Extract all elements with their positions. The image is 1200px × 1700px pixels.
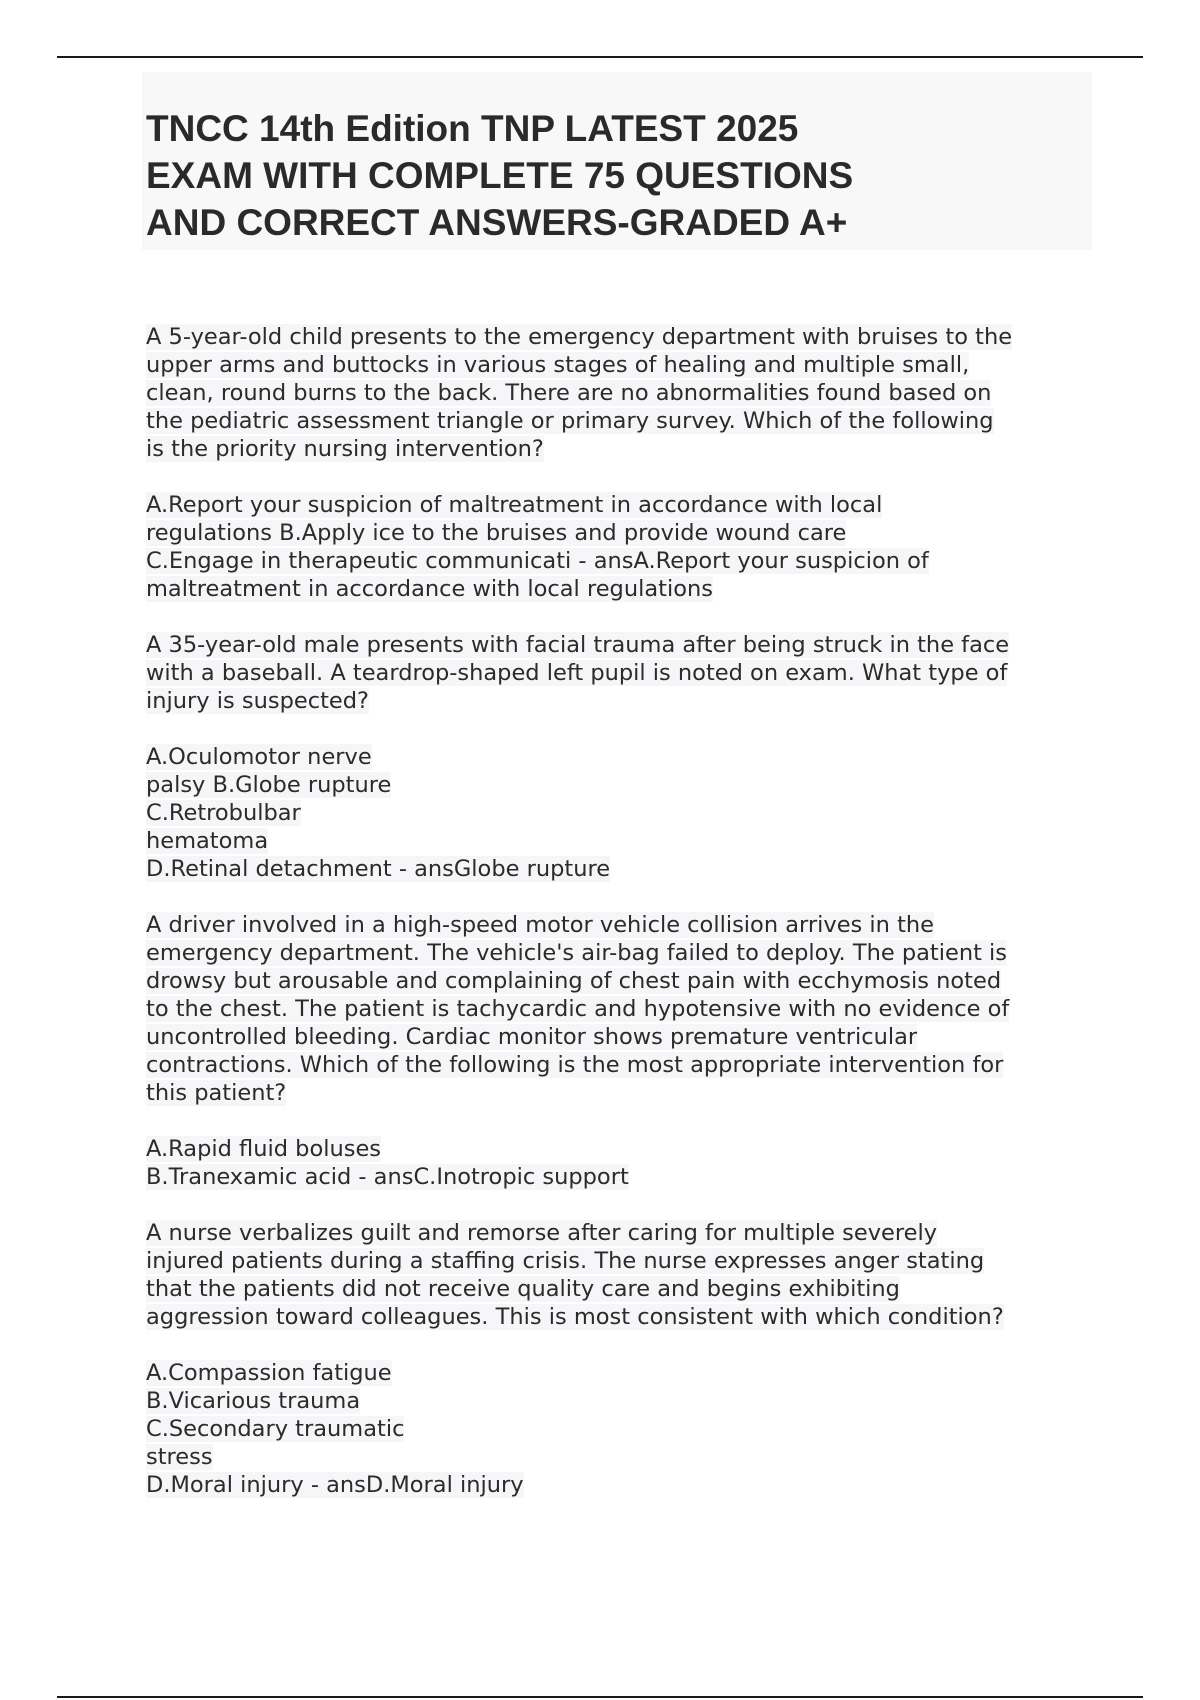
text-line: [146, 995, 1106, 1023]
text-line-content: A.Report your suspicion of maltreatment in accordance with local: [146, 492, 883, 518]
text-line-content: C.Engage in therapeutic communicati - ansA.Report your suspicion of: [146, 548, 929, 574]
text-line: [146, 1443, 1106, 1471]
text-line-content: D.Retinal detachment - ansGlobe rupture: [146, 856, 611, 882]
text-line: [146, 1079, 1106, 1107]
text-line: [146, 1247, 1106, 1275]
text-line-content: stress: [146, 1444, 213, 1470]
text-line-content: aggression toward colleagues. This is most consistent with which condition?: [146, 1304, 1004, 1330]
text-line: [146, 379, 1106, 407]
text-line-content: C.Retrobulbar: [146, 800, 301, 826]
text-line: [146, 967, 1106, 995]
text-line-content: uncontrolled bleeding. Cardiac monitor shows premature ventricular: [146, 1024, 918, 1050]
text-line-content: regulations B.Apply ice to the bruises and provide wound care: [146, 520, 847, 546]
text-line: [146, 827, 1106, 855]
document-title: [142, 72, 1092, 250]
text-line: [146, 519, 1106, 547]
title-line: AND CORRECT ANSWERS-GRADED A+: [146, 202, 848, 243]
text-line: [146, 1471, 1106, 1499]
question-paragraph: [146, 911, 1106, 1107]
text-line-content: maltreatment in accordance with local regulations: [146, 576, 713, 602]
text-line: [146, 771, 1106, 799]
text-line: [146, 1219, 1106, 1247]
question-paragraph: [146, 1219, 1106, 1331]
text-line: [146, 1023, 1106, 1051]
text-line-content: injured patients during a staffing crisis. The nurse expresses anger stating: [146, 1248, 985, 1274]
text-line-content: drowsy but arousable and complaining of chest pain with ecchymosis noted: [146, 968, 1002, 994]
answer-paragraph: [146, 491, 1106, 603]
text-line: [146, 575, 1106, 603]
question-paragraph: [146, 323, 1106, 463]
text-line-content: injury is suspected?: [146, 688, 369, 714]
text-line-content: A.Oculomotor nerve: [146, 744, 372, 770]
bottom-rule: [57, 1696, 1143, 1698]
text-line-content: A 5-year-old child presents to the emergency department with bruises to the: [146, 324, 1013, 350]
text-line: [146, 1387, 1106, 1415]
text-line: [146, 1415, 1106, 1443]
text-line: [146, 1135, 1106, 1163]
text-line-content: D.Moral injury - ansD.Moral injury: [146, 1472, 524, 1498]
text-line-content: A.Compassion fatigue: [146, 1360, 392, 1386]
text-line-content: the pediatric assessment triangle or primary survey. Which of the following: [146, 408, 994, 434]
text-line-content: is the priority nursing intervention?: [146, 436, 544, 462]
text-line: [146, 351, 1106, 379]
text-line-content: B.Vicarious trauma: [146, 1388, 361, 1414]
text-line-content: A.Rapid fluid boluses: [146, 1136, 382, 1162]
text-line: [146, 323, 1106, 351]
text-line: [146, 659, 1106, 687]
text-line-content: A nurse verbalizes guilt and remorse after caring for multiple severely: [146, 1220, 938, 1246]
text-line: [146, 799, 1106, 827]
text-line-content: emergency department. The vehicle's air-bag failed to deploy. The patient is: [146, 940, 1008, 966]
text-line-content: A driver involved in a high-speed motor vehicle collision arrives in the: [146, 912, 934, 938]
document-body: [146, 323, 1106, 1527]
text-line-content: contractions. Which of the following is the most appropriate intervention for: [146, 1052, 1004, 1078]
question-paragraph: [146, 631, 1106, 715]
answer-paragraph: [146, 1135, 1106, 1191]
text-line-content: with a baseball. A teardrop-shaped left pupil is noted on exam. What type of: [146, 660, 1008, 686]
text-line: [146, 1051, 1106, 1079]
text-line: [146, 631, 1106, 659]
text-line: [146, 687, 1106, 715]
answer-paragraph: [146, 1359, 1106, 1499]
answer-paragraph: [146, 743, 1106, 883]
text-line: [146, 1359, 1106, 1387]
text-line: [146, 407, 1106, 435]
text-line-content: palsy B.Globe rupture: [146, 772, 392, 798]
text-line-content: hematoma: [146, 828, 269, 854]
text-line-content: this patient?: [146, 1080, 287, 1106]
text-line: [146, 1275, 1106, 1303]
text-line-content: C.Secondary traumatic: [146, 1416, 405, 1442]
text-line: [146, 491, 1106, 519]
text-line: [146, 743, 1106, 771]
text-line-content: B.Tranexamic acid - ansC.Inotropic support: [146, 1164, 629, 1190]
text-line: [146, 855, 1106, 883]
text-line: [146, 1163, 1106, 1191]
text-line: [146, 911, 1106, 939]
text-line: [146, 1303, 1106, 1331]
text-line-content: that the patients did not receive quality care and begins exhibiting: [146, 1276, 900, 1302]
top-rule: [57, 56, 1143, 58]
text-line-content: to the chest. The patient is tachycardic and hypotensive with no evidence of: [146, 996, 1010, 1022]
text-line: [146, 435, 1106, 463]
text-line: [146, 547, 1106, 575]
text-line: [146, 939, 1106, 967]
text-line-content: upper arms and buttocks in various stages of healing and multiple small,: [146, 352, 970, 378]
title-line: TNCC 14th Edition TNP LATEST 2025: [146, 108, 799, 149]
title-line: EXAM WITH COMPLETE 75 QUESTIONS: [146, 155, 854, 196]
text-line-content: A 35-year-old male presents with facial trauma after being struck in the face: [146, 632, 1010, 658]
text-line-content: clean, round burns to the back. There are no abnormalities found based on: [146, 380, 992, 406]
